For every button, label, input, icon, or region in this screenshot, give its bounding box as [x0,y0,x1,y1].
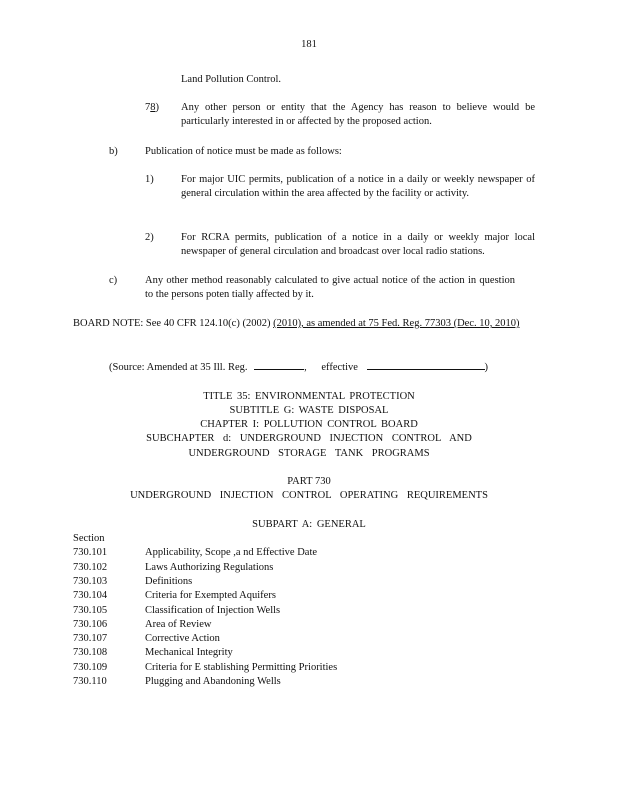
chapter-heading: CHAPTER I: POLLUTION CONTROL BOARD [200,419,418,430]
item-b1-label: 1) [145,174,154,185]
toc-entry [0,675,618,689]
source-close: ) [484,362,489,373]
source-effective: effective [321,362,358,373]
toc-entry-number: 730.105 [73,605,108,616]
page-number: 181 [301,39,317,50]
toc-entry [0,604,618,618]
item-7-text: Any other person or entity that the Agency has reason to believe would be particularly interested in or affected by the proposed action. [181,102,535,127]
toc-entry-number: 730.107 [73,633,108,644]
toc-entry-title: Definitions [145,576,193,587]
toc-entry-number: 730.110 [73,676,107,687]
item-7-paren: ) [155,102,159,113]
item-b1-text: For major UIC permits, publication of a notice in a daily or weekly newspaper of general circulation within the area affected by the facility or activity. [181,174,535,199]
toc-entry [0,575,618,589]
source-line [109,359,488,375]
toc-entry [0,589,618,603]
item-b2-text: For RCRA permits, publication of a notice in a daily or weekly major local newspaper of general circulation and broadcast over local radio stations. [181,232,535,257]
board-note-citation: BOARD NOTE: See 40 CFR 124.10(c) (2002) [73,318,274,329]
item-b-label: b) [109,146,118,157]
part-heading: PART 730 [287,476,331,487]
toc-entry [0,546,618,560]
register-blank [254,359,304,370]
toc-entry-number: 730.104 [73,590,108,601]
item-c-text: Any other method reasonably calculated to give actual notice of the action in question to the persons poten tially affected by it. [145,275,515,300]
subpart-heading: SUBPART A: GENERAL [252,519,366,530]
board-note [73,317,535,331]
source-prefix: (Source: Amended at 35 Ill. Reg. [109,362,248,373]
toc-entry [0,618,618,632]
toc-entry-number: 730.108 [73,647,108,658]
subtitle-heading: SUBTITLE G: WASTE DISPOSAL [229,405,389,416]
toc-entry-number: 730.109 [73,662,108,673]
toc-entry-title: Area of Review [145,619,212,630]
item-c-label: c) [109,275,118,286]
item-b-text: Publication of notice must be made as follows: [145,146,342,157]
toc-entry-title: Criteria for Exempted Aquifers [145,590,276,601]
item-7-number: 7 [145,102,151,113]
title-heading: TITLE 35: ENVIRONMENTAL PROTECTION [203,391,415,402]
toc-entry [0,561,618,575]
continuation-line: Land Pollution Control. [181,74,282,85]
part-title: UNDERGROUND INJECTION CONTROL OPERATING REQUIREMENTS [130,490,488,501]
item-b2-label: 2) [145,232,154,243]
source-comma: , [304,362,307,373]
toc-entry-title: Plugging and Abandoning Wells [145,676,281,687]
toc-entry-title: Applicability, Scope ,a nd Effective Date [145,547,318,558]
subchapter-heading-line1: SUBCHAPTER d: UNDERGROUND INJECTION CONTROL AND [146,433,472,444]
toc-entry [0,632,618,646]
toc-entry-number: 730.103 [73,576,108,587]
effective-date-blank [367,359,485,370]
item-7-number-inserted: 8 [150,102,156,113]
toc-entry-title: Mechanical Integrity [145,647,233,658]
item-7-label [145,101,159,115]
toc-entry-title: Classification of Injection Wells [145,605,281,616]
subchapter-heading-line2: UNDERGROUND STORAGE TANK PROGRAMS [188,448,430,459]
toc-entry [0,661,618,675]
toc-entry-number: 730.106 [73,619,108,630]
toc-entry-title: Criteria for E stablishing Permitting Priorities [145,662,338,673]
toc-entry-title: Corrective Action [145,633,220,644]
toc-entry-title: Laws Authorizing Regulations [145,562,274,573]
toc-header: Section [73,533,105,544]
toc-entry-number: 730.101 [73,547,108,558]
toc-entry-number: 730.102 [73,562,108,573]
board-note-amendment: (2010), as amended at 75 Fed. Reg. 77303 (Dec. 10, 2010) [273,318,520,329]
toc-entry [0,646,618,660]
